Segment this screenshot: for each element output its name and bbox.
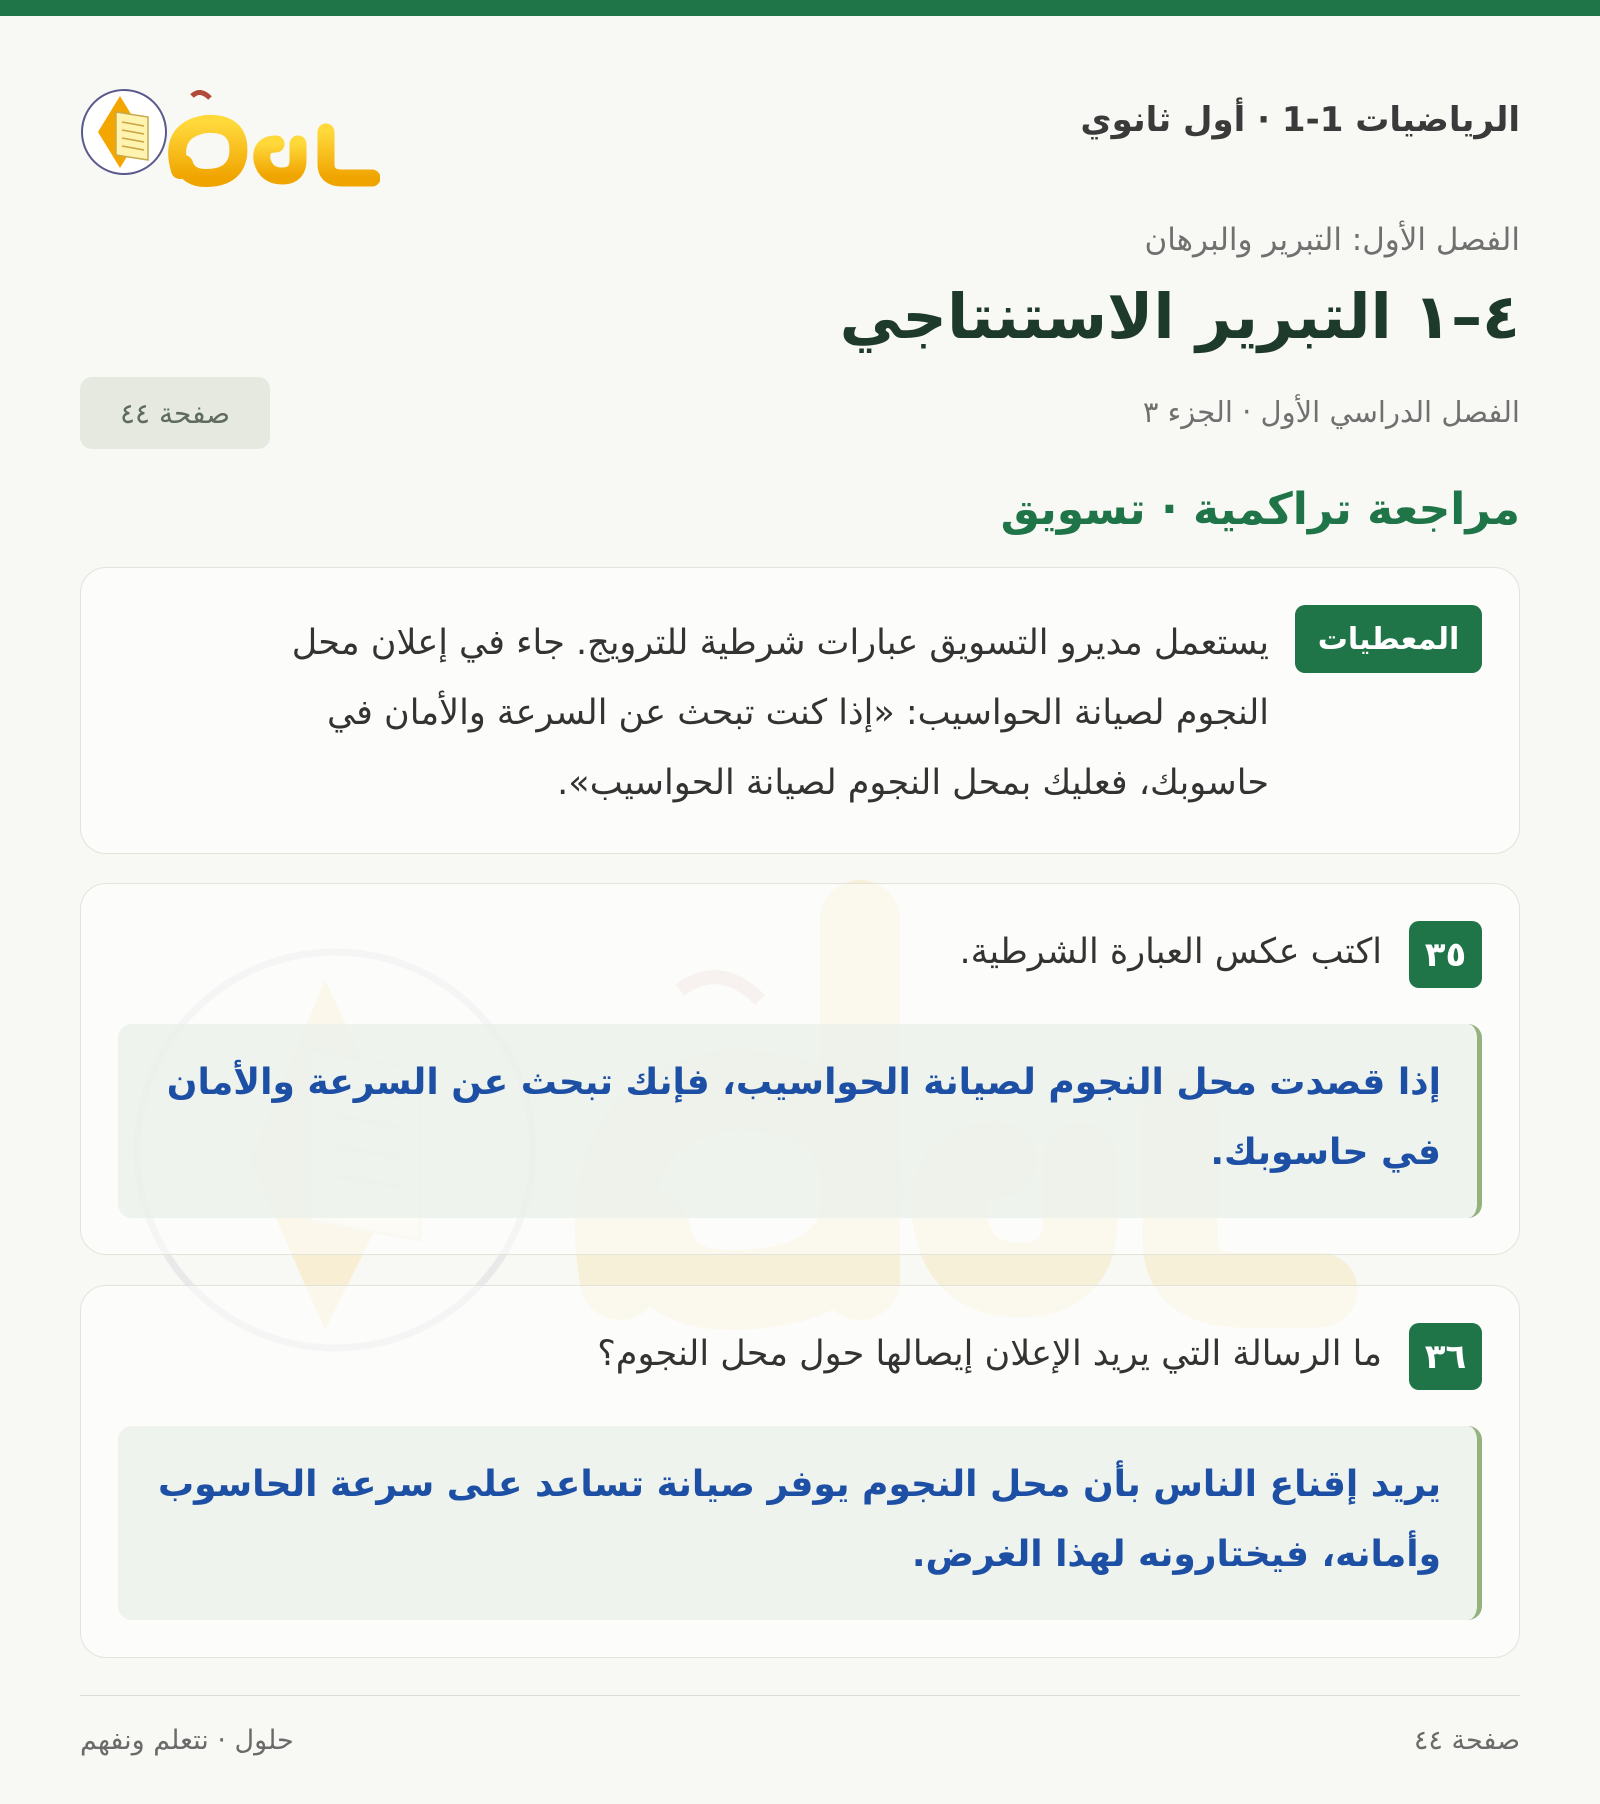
question-card [80, 883, 1520, 1255]
question-number-badge: ٣٦ [1409, 1323, 1482, 1390]
semester-label: الفصل الدراسي الأول · الجزء ٣ [1142, 395, 1520, 429]
page-header [80, 60, 1520, 190]
hulul-logo-icon [80, 60, 380, 190]
question-text: اكتب عكس العبارة الشرطية. [959, 932, 1382, 972]
answer-box: إذا قصدت محل النجوم لصيانة الحواسيب، فإنك تبحث عن السرعة والأمان في حاسوبك. [118, 1024, 1482, 1218]
question-text: ما الرسالة التي يريد الإعلان إيصالها حول محل النجوم؟ [597, 1334, 1382, 1374]
question-number-badge: ٣٥ [1409, 921, 1482, 988]
given-tag: المعطيات [1295, 605, 1482, 673]
question-card [80, 1285, 1520, 1658]
page-title: ٤–١ التبرير الاستنتاجي [839, 280, 1520, 353]
given-text: يستعمل مديرو التسويق عبارات شرطية للترويج. جاء في إعلان محل النجوم لصيانة الحواسيب: «إذا كنت تبحث عن السرعة والأمان في حاسوبك، فعليك بمحل النجوم لصيانة الحواسيب». [291, 623, 1269, 803]
section-title: مراجعة تراكمية · تسويق [1000, 484, 1520, 535]
answer-box: يريد إقناع الناس بأن محل النجوم يوفر صيانة تساعد على سرعة الحاسوب وأمانه، فيختارونه لهذا الغرض. [118, 1426, 1482, 1620]
footer-page-number: صفحة ٤٤ [1413, 1725, 1520, 1756]
page-badge: صفحة ٤٤ [80, 377, 270, 449]
footer-brand: حلول · نتعلم ونفهم [80, 1725, 294, 1756]
footer-divider [80, 1695, 1520, 1696]
subject-title: الرياضيات 1-1 · أول ثانوي [1080, 100, 1520, 140]
top-accent-bar [0, 0, 1600, 16]
chapter-label: الفصل الأول: التبرير والبرهان [1144, 222, 1520, 258]
given-card [80, 567, 1520, 854]
